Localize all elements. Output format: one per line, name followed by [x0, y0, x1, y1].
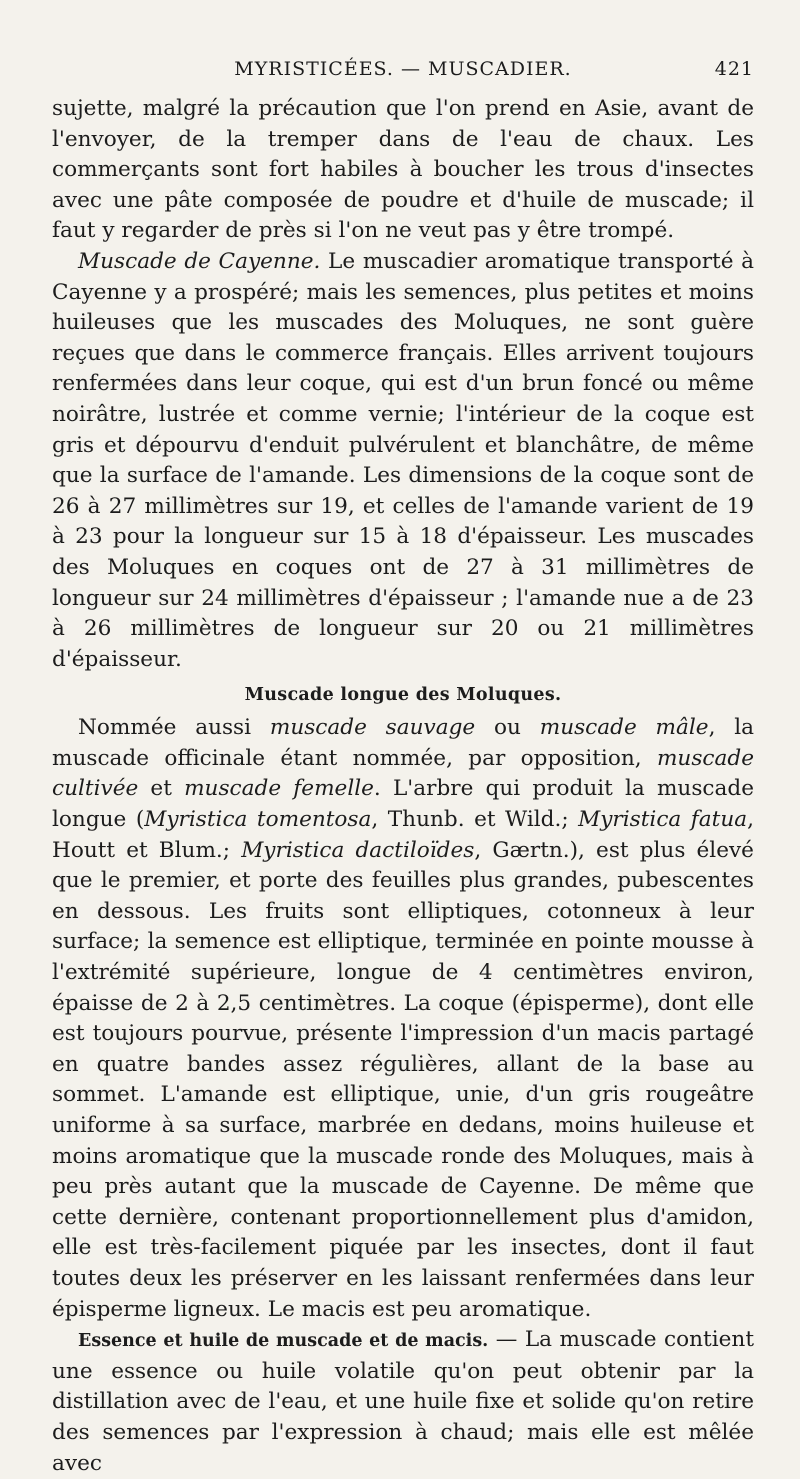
- paragraph-essence: [52, 1325, 754, 1479]
- text-run: Nommée aussi: [78, 715, 270, 741]
- italic-term: muscade mâle: [539, 715, 709, 741]
- italic-term: Myristica dactiloïdes: [241, 837, 475, 863]
- text-run: . L'arbre qui produit la muscade longue (: [52, 776, 754, 833]
- italic-term: muscade sauvage: [269, 715, 476, 741]
- text-run: , Gærtn.), est plus élevé que le premier, et porte des feuilles plus grandes, pubescentes en dessous. Les fruits sont elliptiques, cotonneux à leur surface; la semence est elliptique, terminée en pointe mousse à l'extrémité supérieure, longue de 4 centimètres environ, épaisse de 2 à 2,5 centimètres. La coque (épisperme), dont elle est toujours pourvue, présente l'impression d'un macis partagé en quatre bandes assez régulières, allant de la base au sommet. L'amande est elliptique, unie, d'un gris rougeâtre uniforme à sa surface, marbrée en dedans, moins huileuse et moins aromatique que la muscade ronde des Moluques, mais à peu près autant que la muscade de Cayenne. De même que cette dernière, contenant proportionnellement plus d'amidon, elle est très-facilement piquée par les insectes, dont il faut toutes deux les préserver en les laissant renfermées dans leur épisperme ligneux. Le macis est peu aromatique.: [52, 837, 754, 1322]
- paragraph-continuation: sujette, malgré la précaution que l'on prend en Asie, avant de l'envoyer, de la tremper dans de l'eau de chaux. Les commerçants sont fort habiles à boucher les trous d'insectes avec une pâte composée de poudre et d'huile de muscade; il faut y regarder de près si l'on ne veut pas y être trompé.: [52, 96, 754, 244]
- paragraph-body: Le muscadier aromatique transporté à Cayenne y a prospéré; mais les semences, plus petites et moins huileuses que les muscades des Moluques, ne sont guère reçues que dans le commerce français. Elles arrivent toujours renfermées dans leur coque, qui est d'un brun foncé ou même noirâtre, lustrée et comme vernie; l'intérieur de la coque est gris et dépourvu d'enduit pulvérulent et blanchâtre, de même que la surface de l'amande. Les dimensions de la coque sont de 26 à 27 millimètres sur 19, et celles de l'amande varient de 19 à 23 pour la longueur sur 15 à 18 d'épaisseur. Les muscades des Moluques en coques ont de 27 à 31 millimètres de longueur sur 24 millimètres d'épaisseur ; l'amande nue a de 23 à 26 millimètres de longueur sur 20 ou 21 millimètres d'épaisseur.: [52, 248, 754, 672]
- text-run: , Houtt et Blum.;: [52, 807, 754, 863]
- paragraph-lead-italic: Muscade de Cayenne.: [78, 248, 321, 274]
- section-heading: Muscade longue des Moluques.: [244, 685, 562, 706]
- running-title: MYRISTICÉES. — MUSCADIER.: [234, 58, 572, 80]
- italic-term: muscade femelle: [184, 776, 374, 802]
- text-run: ou: [475, 715, 540, 741]
- running-header: [52, 58, 754, 94]
- text-run: et: [138, 776, 185, 802]
- text-run: , Thunb. et Wild.;: [371, 807, 579, 833]
- run-in-heading: Essence et huile de muscade et de macis.: [78, 1331, 489, 1352]
- text-run: , la muscade officinale étant nommée, par opposition,: [52, 715, 755, 771]
- paragraph-muscade-longue: [52, 713, 754, 1325]
- italic-term: Myristica fatua: [578, 807, 748, 833]
- paragraph-cayenne: [52, 247, 754, 675]
- paragraph-body: — La muscade contient une essence ou huile volatile qu'on peut obtenir par la distillation avec de l'eau, et une huile fixe et solide qu'on retire des semences par l'expression à chaud; mais elle est mêlée avec: [52, 1327, 755, 1476]
- italic-term: muscade cultivée: [52, 745, 754, 802]
- page-number: 421: [714, 58, 754, 80]
- italic-term: Myristica tomentosa: [144, 807, 372, 833]
